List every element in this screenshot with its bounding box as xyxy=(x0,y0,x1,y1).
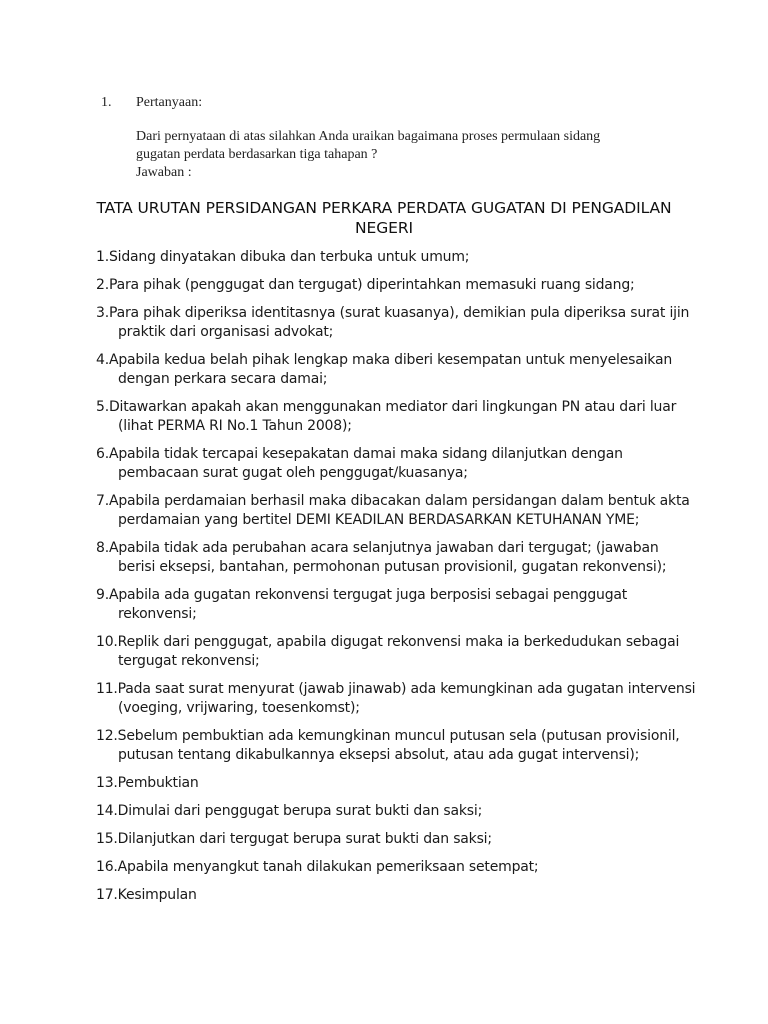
step-item: 17.Kesimpulan xyxy=(96,887,197,903)
step-item: 10.Replik dari penggugat, apabila digugat rekonvensi maka ia berkedudukan sebagai tergugat rekonvensi; xyxy=(96,634,680,669)
answer-title-line: NEGERI xyxy=(355,219,413,237)
step-item: 14.Dimulai dari penggugat berupa surat bukti dan saksi; xyxy=(96,803,483,819)
question-label: Pertanyaan: xyxy=(136,95,203,110)
question-line: Dari pernyataan di atas silahkan Anda uraikan bagaimana proses permulaan sidang xyxy=(136,129,601,144)
step-item: 6.Apabila tidak tercapai kesepakatan damai maka sidang dilanjutkan dengan pembacaan surat gugat oleh penggugat/kuasanya; xyxy=(96,446,623,481)
question-heading xyxy=(101,94,661,112)
step-item: 9.Apabila ada gugatan rekonvensi tergugat juga berposisi sebagai penggugat rekonvensi; xyxy=(96,587,628,622)
answer-title-line: TATA URUTAN PERSIDANGAN PERKARA PERDATA GUGATAN DI PENGADILAN xyxy=(96,199,672,217)
step-item: 15.Dilanjutkan dari tergugat berupa surat bukti dan saksi; xyxy=(96,831,492,847)
step-item: 5.Ditawarkan apakah akan menggunakan mediator dari lingkungan PN atau dari luar (lihat PERMA RI No.1 Tahun 2008); xyxy=(96,399,677,434)
question-line: gugatan perdata berdasarkan tiga tahapan ? xyxy=(136,147,378,162)
step-item: 13.Pembuktian xyxy=(96,775,199,791)
step-item: 3.Para pihak diperiksa identitasnya (surat kuasanya), demikian pula diperiksa surat ijin praktik dari organisasi advokat; xyxy=(96,305,690,340)
step-item: 12.Sebelum pembuktian ada kemungkinan muncul putusan sela (putusan provisionil, putusan tentang dikabulkannya eksepsi absolut, atau ada gugat intervensi); xyxy=(96,728,680,763)
step-item: 7.Apabila perdamaian berhasil maka dibacakan dalam persidangan dalam bentuk akta perdamaian yang bertitel DEMI KEADILAN BERDASARKAN KETUHANAN YME; xyxy=(96,493,690,528)
question-number: 1. xyxy=(101,95,112,110)
step-item: 1.Sidang dinyatakan dibuka dan terbuka untuk umum; xyxy=(96,249,470,265)
procedure-steps-list xyxy=(96,248,696,914)
step-item: 8.Apabila tidak ada perubahan acara selanjutnya jawaban dari tergugat; (jawaban berisi eksepsi, bantahan, permohonan putusan provisionil, gugatan rekonvensi); xyxy=(96,540,667,575)
step-item: 11.Pada saat surat menyurat (jawab jinawab) ada kemungkinan ada gugatan intervensi (voeging, vrijwaring, toesenkomst); xyxy=(96,681,696,716)
step-item: 2.Para pihak (penggugat dan tergugat) diperintahkan memasuki ruang sidang; xyxy=(96,277,635,293)
step-item: 4.Apabila kedua belah pihak lengkap maka diberi kesempatan untuk menyelesaikan dengan perkara secara damai; xyxy=(96,352,672,387)
question-text xyxy=(136,128,661,182)
answer-label: Jawaban : xyxy=(136,165,192,180)
question-block xyxy=(101,94,661,182)
step-item: 16.Apabila menyangkut tanah dilakukan pemeriksaan setempat; xyxy=(96,859,539,875)
answer-title xyxy=(78,198,690,238)
